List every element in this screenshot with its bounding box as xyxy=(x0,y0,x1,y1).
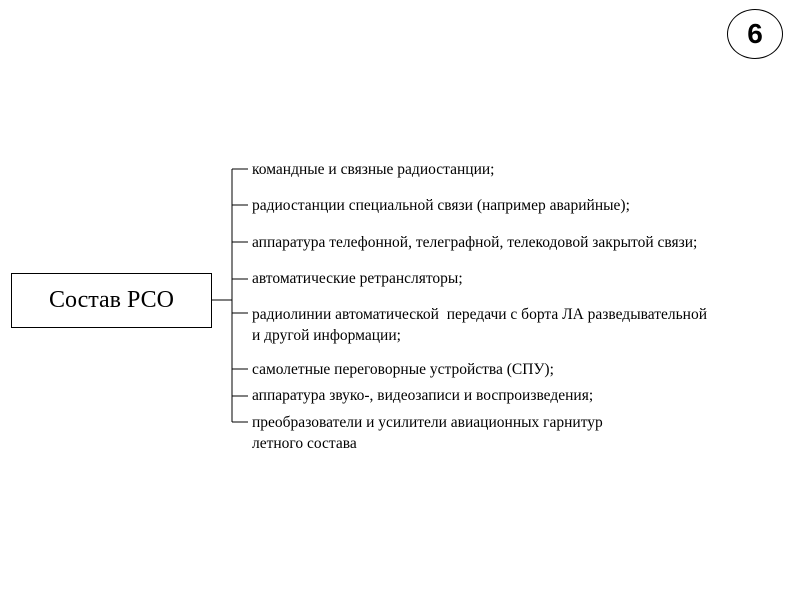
root-node-label: Состав РСО xyxy=(48,287,174,313)
branch-item-special-radio: радиостанции специальной связи (например аварийные); xyxy=(252,197,630,214)
page-number-badge: 6 xyxy=(727,9,783,59)
branch-item-secure-comms: аппаратура телефонной, телеграфной, телекодовой закрытой связи; xyxy=(252,234,698,251)
branch-item-command-radio: командные и связные радиостанции; xyxy=(252,161,495,178)
branch-item-headset-converters: преобразователи и усилители авиационных гарнитур летного состава xyxy=(252,414,603,452)
branch-item-data-links: радиолинии автоматической передачи с борта ЛА разведывательной и другой информации; xyxy=(252,306,708,344)
branch-item-repeaters: автоматические ретрансляторы; xyxy=(252,270,463,287)
branch-item-recording: аппаратура звуко-, видеозаписи и воспроизведения; xyxy=(252,387,594,404)
branch-item-intercom: самолетные переговорные устройства (СПУ); xyxy=(252,361,554,378)
